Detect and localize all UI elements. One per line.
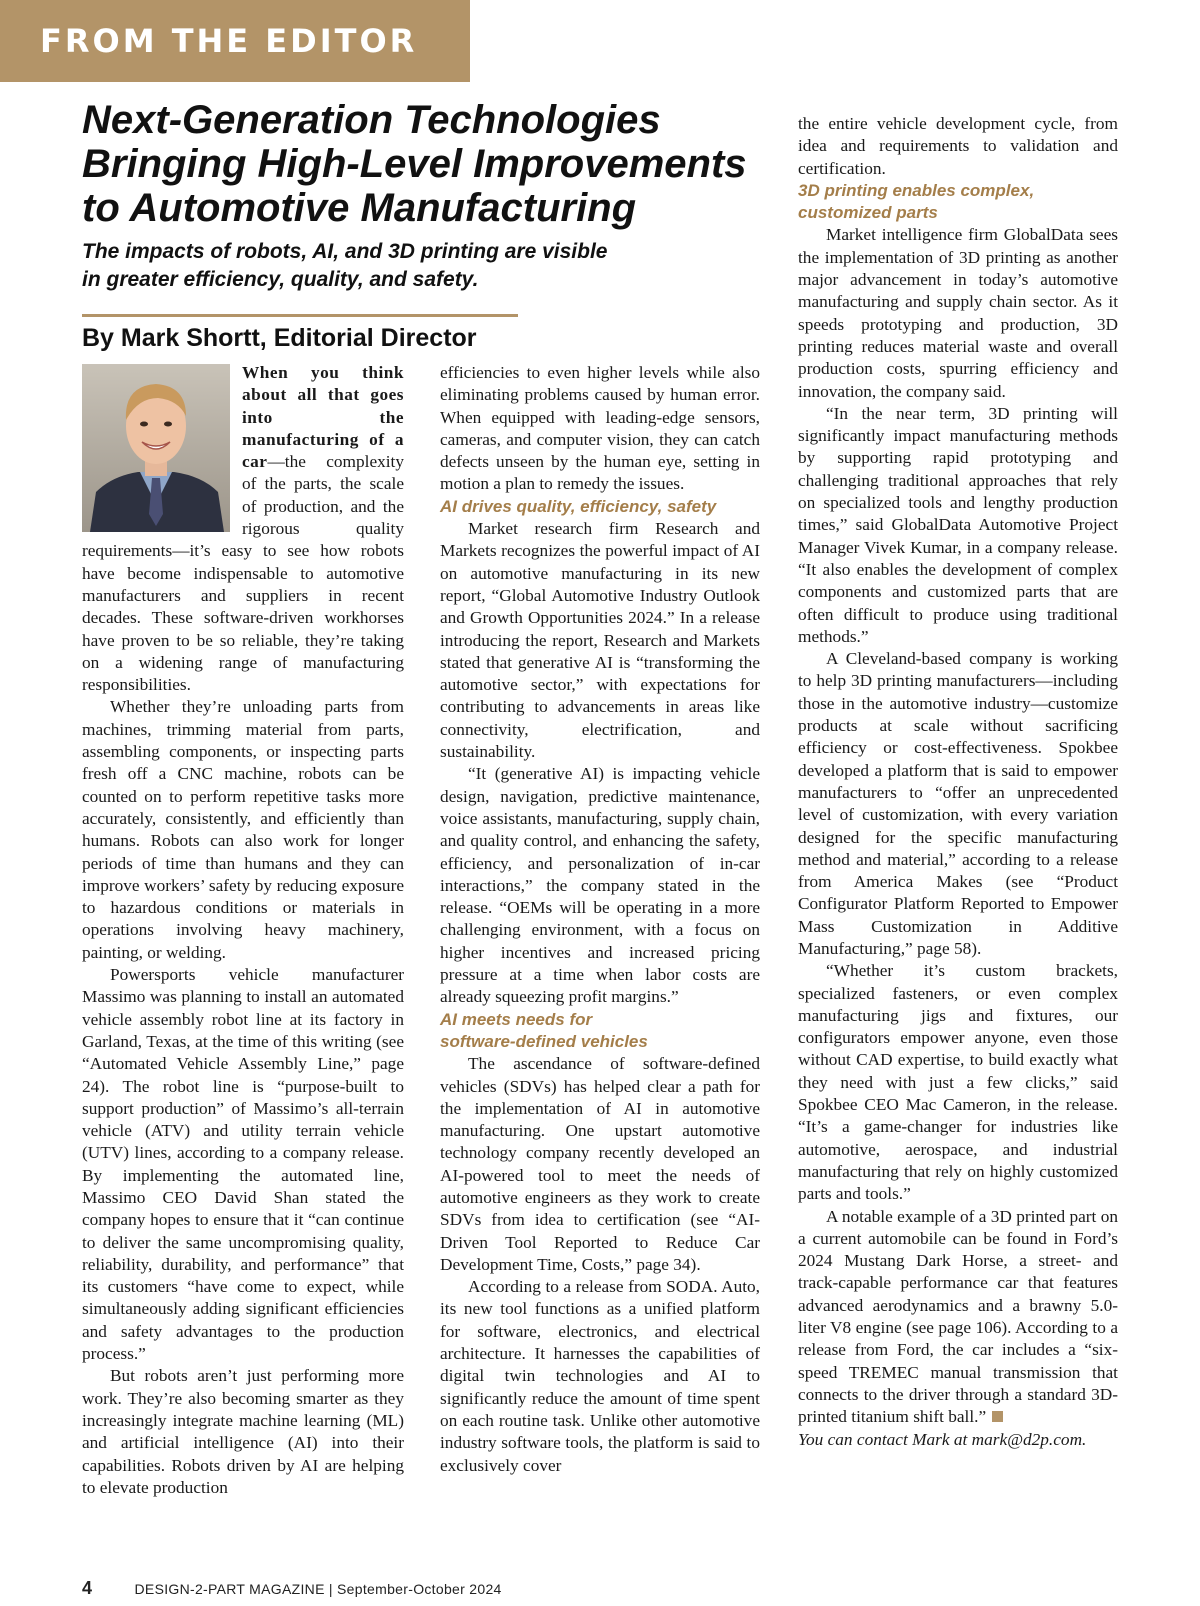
page-number: 4 <box>82 1578 93 1598</box>
subhead-3d-printing <box>798 180 1118 225</box>
subheadline <box>82 238 722 294</box>
paragraph: Market intelligence firm GlobalData sees the implementation of 3D printing as another major advancement in today’s automotive manufacturing and supply chain sector. As it speeds prototyping and production, 3D printing reduces material waste and overall production costs, spurring efficiency and innovation, the company said. <box>798 225 1118 401</box>
paragraph: According to a release from SODA. Auto, its new tool functions as a unified platform for software, electronics, and electrical architecture. It harnesses the capabilities of digital twin technologies and AI to significantly reduce the amount of time spent on each routine task. Unlike other automotive industry software tools, the platform is said to exclusively cover <box>440 1277 760 1475</box>
footer-separator: | <box>328 1581 333 1597</box>
paragraph: “Whether it’s custom brackets, specialized fasteners, or even complex manufacturing jigs and fixtures, our configurators empower anyone, even those without CAD expertise, to build exactly what they need with just a few clicks,” said Spokbee CEO Mac Cameron, in the release. “It’s a game-changer for industries like automotive, aerospace, and industrial manufacturing that rely on highly customized parts and tools.” <box>798 961 1118 1204</box>
author-contact: You can contact Mark at mark@d2p.com. <box>798 1429 1087 1449</box>
article-column-3 <box>798 113 1118 1451</box>
headline-line: Next-Generation Technologies <box>82 98 661 142</box>
subhead-sdv <box>440 1009 760 1054</box>
paragraph: “It (generative AI) is impacting vehicle design, navigation, predictive maintenance, voice assistants, manufacturing, supply chain, and quality control, and enhancing the safety, efficiency, and personalization of in-car interactions,” the company stated in the release. “OEMs will be operating in a more challenging environment, with a focus on higher incentives and increased pricing pressure at a time when labor costs are already squeezing profit margins.” <box>440 764 760 1007</box>
paragraph: Whether they’re unloading parts from machines, trimming material from parts, assembling components, or inspecting parts fresh off a CNC machine, robots can be counted on to perform repetitive tasks more accurately, consistently, and efficiently than humans. Robots can also work for longer periods of time than humans and they can improve workers’ safety by reducing exposure to hazardous conditions or materials in operations involving heavy machinery, painting, or welding. <box>82 697 404 962</box>
paragraph-final <box>798 1206 1118 1429</box>
headline-line: to Automotive Manufacturing <box>82 186 637 230</box>
end-mark-icon <box>992 1411 1003 1422</box>
publication-name: DESIGN-2-PART MAGAZINE <box>134 1581 325 1597</box>
headline-line: Bringing High-Level Improvements <box>82 142 747 186</box>
paragraph: Powersports vehicle manufacturer Massimo was planning to install an automated vehicle assembly robot line at its factory in Garland, Texas, at the time of this writing (see “Automated Vehicle Assembly Line,” page 24). The robot line is “purpose-built to support production” of Massimo’s all-terrain vehicle (ATV) and utility terrain vehicle (UTV) lines, according to a company release. By implementing the automated line, Massimo CEO David Shan stated the company hopes to ensure that it “can continue to deliver the same uncompromising quality, reliability, durability, and performance” that its customers “have come to expect, while simultaneously adding significant efficiencies and safety advantages to the production process.” <box>82 965 404 1364</box>
page-footer <box>82 1578 502 1599</box>
paragraph: A Cleveland-based company is working to help 3D printing manufacturers—including those in the automotive industry—customize products at scale without sacrificing efficiency or cost-effectiveness. Spokbee developed a platform that is said to empower manufacturers to “offer an unprecedented level of customization, with every variation designed for the specific manufacturing method and material,” according to a release from America Makes (see “Product Configurator Platform Reported to Empower Mass Customization in Additive Manufacturing,” page 58). <box>798 649 1118 958</box>
subheadline-line: in greater efficiency, quality, and safety. <box>82 268 479 291</box>
subhead-ai <box>440 496 760 518</box>
paragraph: Market research firm Research and Markets recognizes the powerful impact of AI on automotive manufacturing in its new report, “Global Automotive Industry Outlook and Growth Opportunities 2024.” In a release introducing the report, Research and Markets stated that generative AI is “transforming the automotive sector,” with expectations for contributing to advancements in areas like connectivity, electrification, and sustainability. <box>440 519 760 762</box>
headline <box>82 98 782 230</box>
paragraph: But robots aren’t just performing more work. They’re also becoming smarter as they increasingly integrate machine learning (ML) and artificial intelligence (AI) into their capabilities. Robots driven by AI are helping to elevate production <box>82 1366 404 1497</box>
subheadline-line: The impacts of robots, AI, and 3D printing are visible <box>82 240 608 263</box>
paragraph: efficiencies to even higher levels while also eliminating problems caused by human error. When equipped with leading-edge sensors, cameras, and computer vision, they can catch defects unseen by the human eye, setting in motion a plan to remedy the issues. <box>440 363 760 494</box>
subhead-line: 3D printing enables complex, <box>798 180 1035 200</box>
paragraph: —the complexity of the parts, the scale of production, and the rigorous quality requirements—it’s easy to see how robots have become indispensable to automotive manufacturers and suppliers in recent decades. These software-driven workhorses have proven to be so reliable, they’re taking on a widening range of manufacturing responsibilities. <box>82 452 404 695</box>
section-tab-label: FROM THE EDITOR <box>40 22 418 60</box>
article-column-2 <box>440 362 760 1477</box>
author-portrait-image <box>82 364 230 532</box>
paragraph: A notable example of a 3D printed part on a current automobile can be found in Ford’s 2024 Mustang Dark Horse, a street- and track-capable performance car that features advanced aerodynamics and a brawny 5.0-liter V8 engine (see page 106). According to a release from Ford, the car includes a “six-speed TREMEC manual transmission that connects to the driver through a standard 3D-printed titanium shift ball.” <box>798 1206 1118 1427</box>
paragraph: The ascendance of software-defined vehicles (SDVs) has helped clear a path for the implementation of AI in automotive manufacturing. One upstart automotive technology company recently developed an AI-powered tool to meet the needs of automotive engineers as they work to create SDVs from idea to certification (see “AI-Driven Tool Reported to Reduce Car Development Time, Costs,” page 34). <box>440 1054 760 1274</box>
issue-date: September-October 2024 <box>337 1581 502 1597</box>
author-photo <box>82 364 230 532</box>
section-tab <box>0 0 470 82</box>
paragraph: the entire vehicle development cycle, from idea and requirements to validation and certification. <box>798 114 1118 178</box>
subhead-line: AI meets needs for <box>440 1009 593 1029</box>
subhead-line: software-defined vehicles <box>440 1031 648 1051</box>
subhead-line: customized parts <box>798 203 938 223</box>
lead-in: When you think about all that goes into the manufacturing of a car <box>242 363 404 472</box>
paragraph: “In the near term, 3D printing will significantly impact manufacturing methods by supporting rapid prototyping and challenging traditional approaches that rely on specialized tools and lengthy production times,” said GlobalData Automotive Project Manager Vivek Kumar, in a company release. “It also enables the development of complex components and customized parts that are often difficult to produce using traditional methods.” <box>798 403 1118 646</box>
byline-rule <box>82 314 518 317</box>
byline: By Mark Shortt, Editorial Director <box>82 324 477 352</box>
article-column-1 <box>82 362 404 1499</box>
subhead-line: AI drives quality, efficiency, safety <box>440 496 717 516</box>
